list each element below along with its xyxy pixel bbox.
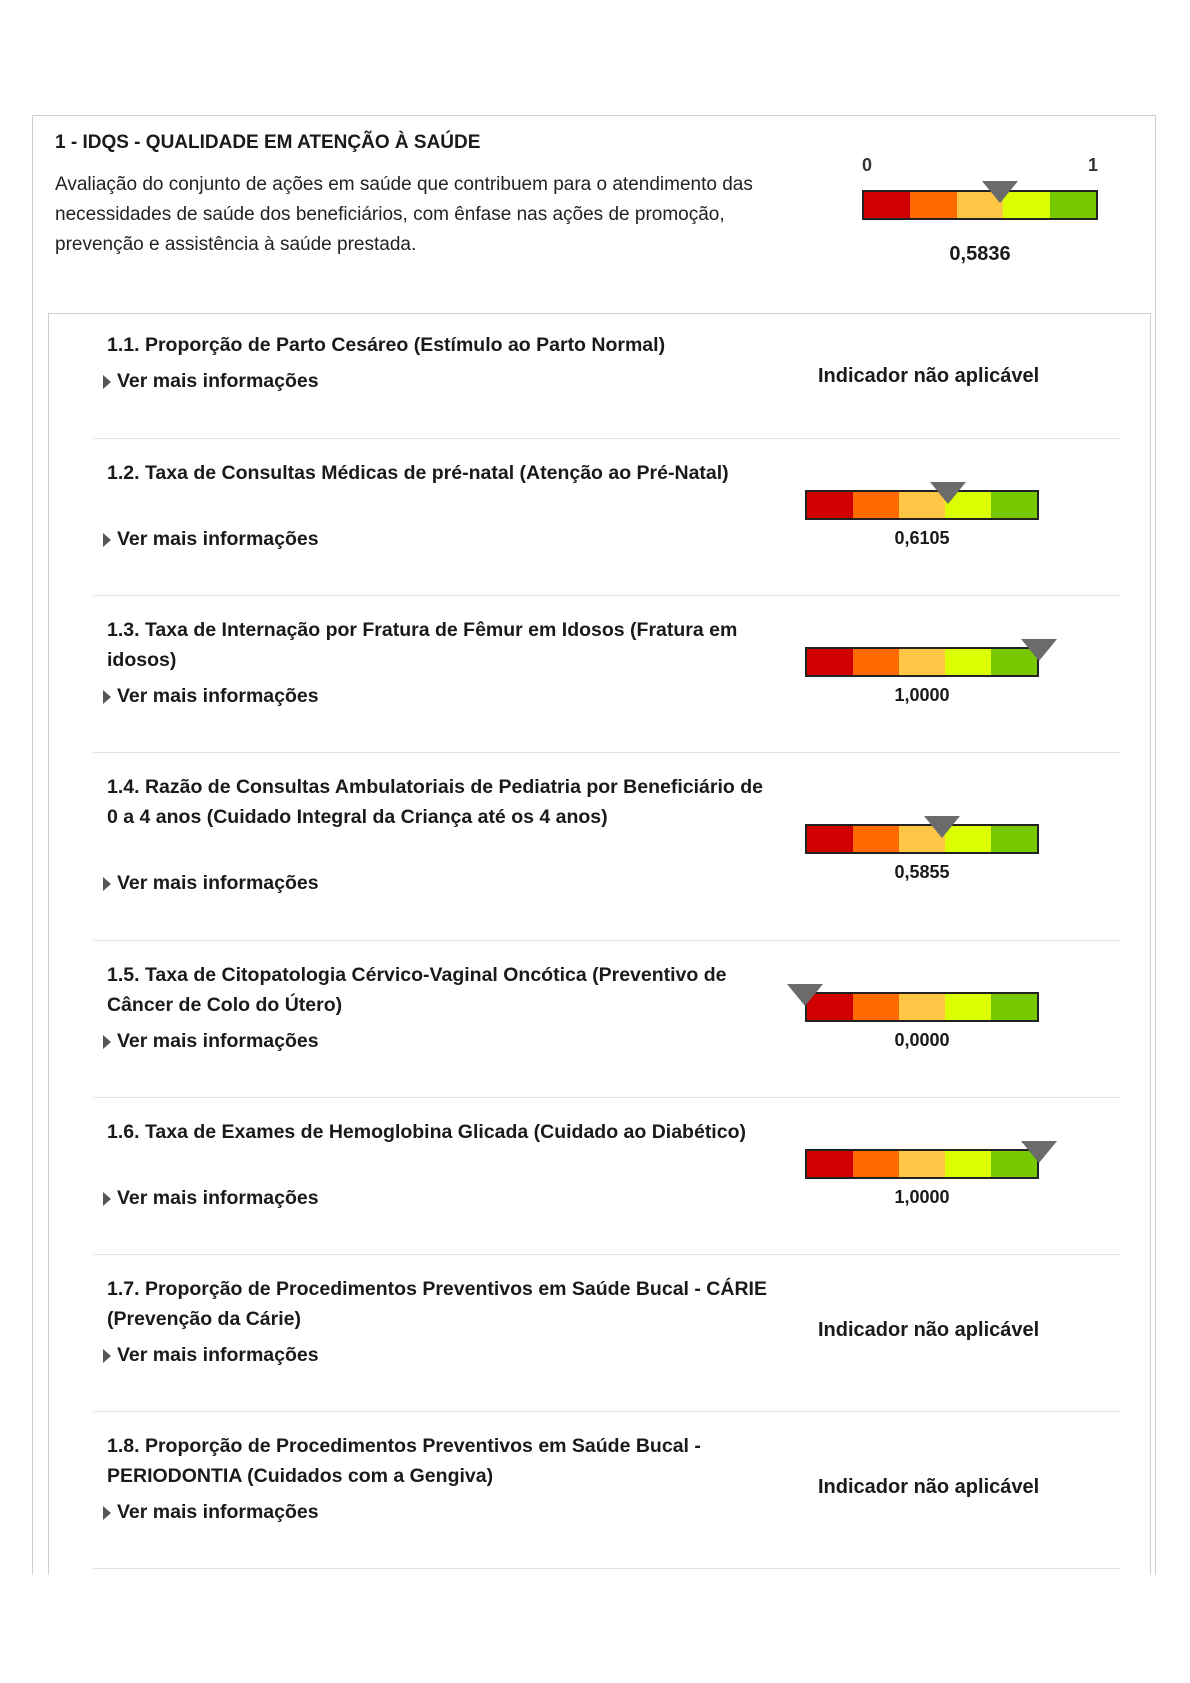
bar-segment: [899, 1151, 945, 1177]
indicator-row: [93, 940, 1120, 1098]
bar-segment-green: [1050, 192, 1096, 218]
scale-max-label: 1: [1087, 155, 1098, 175]
expand-triangle-icon: [103, 877, 111, 891]
indicator-value: 1,0000: [894, 1187, 950, 1207]
bar-segment: [945, 1151, 991, 1177]
expand-triangle-icon: [103, 1035, 111, 1049]
bar-segment: [807, 826, 853, 852]
indicator-title: 1.1. Proporção de Parto Cesáreo (Estímulo ao Parto Normal): [107, 334, 666, 356]
more-info-link[interactable]: [103, 872, 319, 895]
indicator-row: [93, 320, 1120, 439]
more-info-label: Ver mais informações: [117, 370, 319, 392]
bar-segment: [899, 994, 945, 1020]
scale-min-label: 0: [862, 155, 873, 175]
bar-segment: [853, 1151, 899, 1177]
indicator-title: 1.7. Proporção de Procedimentos Preventivos em Saúde Bucal - CÁRIE (Prevenção da Cárie): [107, 1278, 767, 1330]
indicator-title: 1.5. Taxa de Citopatologia Cérvico-Vaginal Oncótica (Preventivo de Câncer de Colo do Útero): [107, 964, 727, 1016]
more-info-link[interactable]: [103, 1501, 319, 1524]
more-info-label: Ver mais informações: [117, 1030, 319, 1052]
indicator-row: [93, 595, 1120, 753]
bar-segment: [807, 492, 853, 518]
not-applicable-label: Indicador não aplicável: [818, 365, 1040, 387]
bar-segment: [945, 994, 991, 1020]
bar-segment: [853, 826, 899, 852]
bar-segment: [807, 649, 853, 675]
indicator-marker-icon: [787, 984, 823, 1006]
score-bar: [862, 190, 1098, 220]
indicator-row: [93, 438, 1120, 596]
more-info-label: Ver mais informações: [117, 528, 319, 550]
indicator-marker-icon: [1021, 639, 1057, 661]
more-info-label: Ver mais informações: [117, 1187, 319, 1209]
more-info-link[interactable]: [103, 1187, 319, 1210]
indicator-value: 0,5855: [894, 862, 950, 882]
more-info-link[interactable]: [103, 528, 319, 551]
more-info-link[interactable]: [103, 685, 319, 708]
bar-segment: [807, 1151, 853, 1177]
indicator-bar: [805, 1149, 1039, 1179]
expand-triangle-icon: [103, 533, 111, 547]
more-info-label: Ver mais informações: [117, 1501, 319, 1523]
section-title: 1 - IDQS - QUALIDADE EM ATENÇÃO À SAÚDE: [55, 132, 481, 153]
bar-segment: [899, 649, 945, 675]
indicator-marker-icon: [924, 816, 960, 838]
bar-segment: [853, 649, 899, 675]
more-info-label: Ver mais informações: [117, 1344, 319, 1366]
expand-triangle-icon: [103, 1506, 111, 1520]
not-applicable-label: Indicador não aplicável: [818, 1319, 1040, 1341]
indicator-bar: [805, 992, 1039, 1022]
indicator-row: [93, 752, 1120, 941]
indicator-marker-icon: [1021, 1141, 1057, 1163]
bar-segment: [991, 994, 1037, 1020]
expand-triangle-icon: [103, 1349, 111, 1363]
score-marker-icon: [982, 181, 1018, 203]
indicator-bar: [805, 824, 1039, 854]
bar-segment-red: [864, 192, 910, 218]
expand-triangle-icon: [103, 1192, 111, 1206]
indicator-title: 1.3. Taxa de Internação por Fratura de Fêmur em Idosos (Fratura em idosos): [107, 619, 738, 671]
indicator-row: [93, 1411, 1120, 1569]
bar-segment-orange: [910, 192, 956, 218]
indicator-bar: [805, 490, 1039, 520]
indicator-title: 1.2. Taxa de Consultas Médicas de pré-natal (Atenção ao Pré-Natal): [107, 462, 729, 484]
indicator-bar: [805, 647, 1039, 677]
indicator-row: [93, 1097, 1120, 1255]
section-description: Avaliação do conjunto de ações em saúde que contribuem para o atendimento das necessidades de saúde dos beneficiários, com ênfase nas ações de promoção, prevenção e assistência à saúde prestada.: [55, 174, 753, 255]
indicator-value: 0,6105: [894, 528, 950, 548]
indicator-marker-icon: [930, 482, 966, 504]
bar-segment: [991, 492, 1037, 518]
more-info-link[interactable]: [103, 1344, 319, 1367]
more-info-label: Ver mais informações: [117, 685, 319, 707]
expand-triangle-icon: [103, 690, 111, 704]
indicator-row: [93, 1254, 1120, 1412]
bar-segment: [991, 826, 1037, 852]
bar-segment: [853, 492, 899, 518]
bar-segment: [853, 994, 899, 1020]
indicator-title: 1.6. Taxa de Exames de Hemoglobina Glicada (Cuidado ao Diabético): [107, 1121, 746, 1143]
more-info-link[interactable]: [103, 1030, 319, 1053]
indicator-value: 1,0000: [894, 685, 950, 705]
indicator-value: 0,0000: [894, 1030, 950, 1050]
section-score-value: 0,5836: [949, 243, 1011, 265]
expand-triangle-icon: [103, 375, 111, 389]
indicator-title: 1.4. Razão de Consultas Ambulatoriais de Pediatria por Beneficiário de 0 a 4 anos (Cuidado Integral da Criança até os 4 anos): [107, 776, 763, 828]
indicator-title: 1.8. Proporção de Procedimentos Preventivos em Saúde Bucal - PERIODONTIA (Cuidados com a Gengiva): [107, 1435, 701, 1487]
more-info-link[interactable]: [103, 370, 319, 393]
not-applicable-label: Indicador não aplicável: [818, 1476, 1040, 1498]
more-info-label: Ver mais informações: [117, 872, 319, 894]
bar-segment: [945, 649, 991, 675]
